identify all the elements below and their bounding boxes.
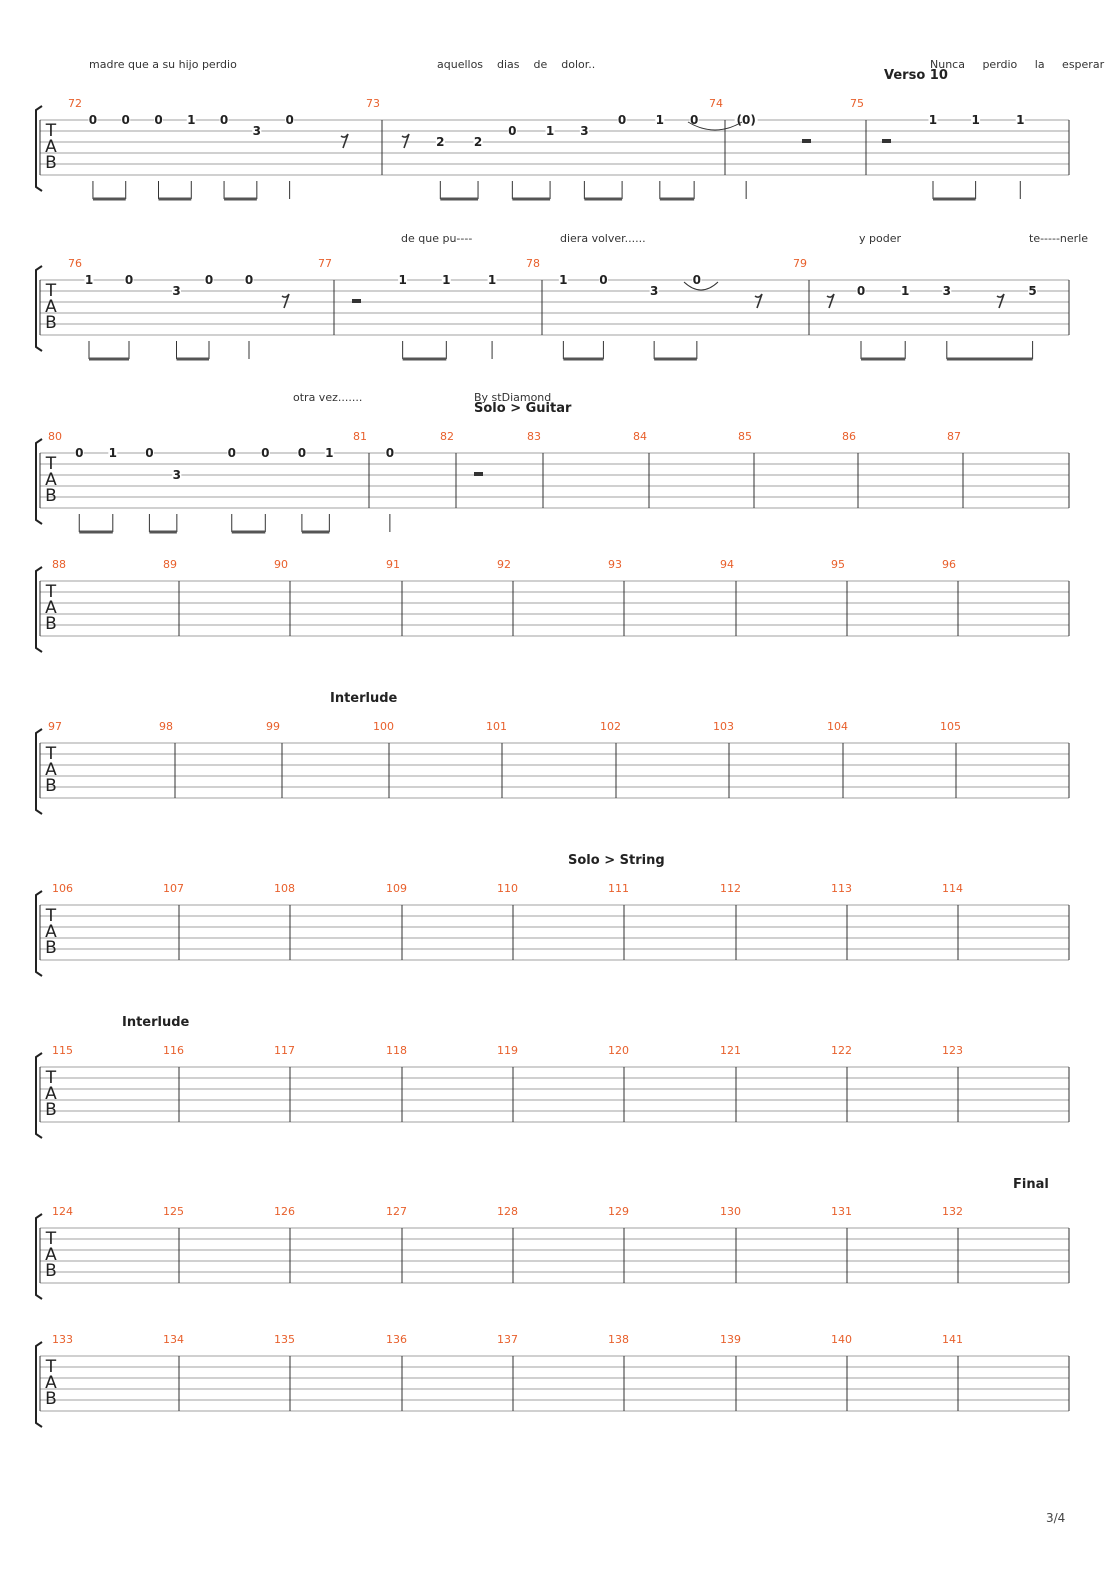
fret-number: 2 xyxy=(473,135,483,149)
fret-number: 3 xyxy=(580,124,589,138)
tab-clef-letter: T xyxy=(45,582,57,602)
fret-number: 0 xyxy=(856,284,866,298)
measure-number: 86 xyxy=(842,430,856,443)
measure-number: 128 xyxy=(497,1205,518,1218)
tab-clef-letter: T xyxy=(45,1229,57,1249)
measure-number: 106 xyxy=(52,882,73,895)
measure-number: 124 xyxy=(52,1205,73,1218)
measure-number: 112 xyxy=(720,882,741,895)
measure-number: 89 xyxy=(163,558,177,571)
measure-number: 130 xyxy=(720,1205,741,1218)
tab-clef-letter: A xyxy=(45,1084,57,1104)
tab-clef-letter: B xyxy=(45,938,57,958)
measure-number: 101 xyxy=(486,720,507,733)
fret-number: 0 xyxy=(385,446,395,460)
fret-number: 1 xyxy=(108,446,117,460)
tab-clef-letter: B xyxy=(45,614,57,634)
fret-number: 0 xyxy=(121,113,130,127)
fret-number: 0 xyxy=(88,113,98,127)
measure-number: 88 xyxy=(52,558,66,571)
tab-clef-letter: T xyxy=(45,121,57,141)
measure-number: 94 xyxy=(720,558,734,571)
fret-number: 1 xyxy=(928,113,938,127)
tab-clef-letter: B xyxy=(45,1389,57,1409)
measure-number: 91 xyxy=(386,558,400,571)
fret-number: 0 xyxy=(75,446,84,460)
fret-number: 1 xyxy=(442,273,451,287)
lyric-text: Nunca perdio la esperar xyxy=(930,58,1105,71)
measure-number: 75 xyxy=(850,97,864,110)
measure-number: 129 xyxy=(608,1205,629,1218)
tab-clef-letter: B xyxy=(45,1261,57,1281)
fret-number: 3 xyxy=(172,284,181,298)
fret-number: 0 xyxy=(692,273,702,287)
fret-number: 1 xyxy=(1016,113,1025,127)
system-bracket xyxy=(36,567,42,652)
tab-clef-letter: B xyxy=(45,1100,57,1120)
tab-clef-letter: A xyxy=(45,598,57,618)
tab-clef-letter: A xyxy=(45,1245,57,1265)
measure-number: 107 xyxy=(163,882,184,895)
fret-number: 0 xyxy=(145,446,154,460)
section-title: Solo > Guitar xyxy=(474,401,572,416)
measure-number: 119 xyxy=(497,1044,518,1057)
measure-number: 90 xyxy=(274,558,288,571)
half-rest xyxy=(802,139,811,143)
fret-number: 0 xyxy=(508,124,517,138)
measure-number: 138 xyxy=(608,1333,629,1346)
measure-number: 120 xyxy=(608,1044,629,1057)
lyric-text: y poder xyxy=(859,232,901,245)
measure-number: 99 xyxy=(266,720,280,733)
system-bracket xyxy=(36,439,42,524)
measure-number: 85 xyxy=(738,430,752,443)
fret-number: 0 xyxy=(154,113,163,127)
fret-number: 0 xyxy=(689,113,699,127)
measure-number: 118 xyxy=(386,1044,407,1057)
measure-number: 103 xyxy=(713,720,734,733)
measure-number: 77 xyxy=(318,257,332,270)
fret-number: 3 xyxy=(172,468,182,482)
measure-number: 81 xyxy=(353,430,367,443)
measure-number: 114 xyxy=(942,882,963,895)
section-title: Final xyxy=(1013,1177,1049,1192)
measure-number: 113 xyxy=(831,882,852,895)
system-bracket xyxy=(36,729,42,814)
measure-number: 98 xyxy=(159,720,173,733)
fret-number: 1 xyxy=(901,284,910,298)
tab-clef-letter: B xyxy=(45,313,57,333)
fret-number: 3 xyxy=(942,284,951,298)
measure-number: 80 xyxy=(48,430,62,443)
section-title: Verso 10 xyxy=(884,68,948,83)
fret-number: 1 xyxy=(187,113,196,127)
tab-clef-letter: T xyxy=(45,906,57,926)
measure-number: 73 xyxy=(366,97,380,110)
measure-number: 109 xyxy=(386,882,407,895)
section-title: Solo > String xyxy=(568,853,665,868)
measure-number: 100 xyxy=(373,720,394,733)
tab-clef-letter: B xyxy=(45,153,57,173)
fret-number: 0 xyxy=(219,113,229,127)
tab-clef-letter: B xyxy=(45,776,57,796)
fret-number: 5 xyxy=(1028,284,1037,298)
eighth-rest xyxy=(402,134,409,148)
fret-number: 0 xyxy=(124,273,134,287)
measure-number: 133 xyxy=(52,1333,73,1346)
measure-number: 117 xyxy=(274,1044,295,1057)
fret-number: 1 xyxy=(545,124,555,138)
fret-number: 1 xyxy=(559,273,568,287)
section-title: Interlude xyxy=(330,691,398,706)
measure-number: 115 xyxy=(52,1044,73,1057)
measure-number: 110 xyxy=(497,882,518,895)
measure-number: 93 xyxy=(608,558,622,571)
measure-number: 137 xyxy=(497,1333,518,1346)
eighth-rest xyxy=(341,134,348,148)
fret-number: 0 xyxy=(617,113,627,127)
tab-clef-letter: T xyxy=(45,1068,57,1088)
measure-number: 92 xyxy=(497,558,511,571)
measure-number: 127 xyxy=(386,1205,407,1218)
system-bracket xyxy=(36,1214,42,1299)
measure-number: 111 xyxy=(608,882,629,895)
lyric-text: de que pu---- xyxy=(401,232,473,245)
measure-number: 108 xyxy=(274,882,295,895)
measure-number: 95 xyxy=(831,558,845,571)
measure-number: 139 xyxy=(720,1333,741,1346)
section-title: Interlude xyxy=(122,1015,190,1030)
measure-number: 131 xyxy=(831,1205,852,1218)
eighth-rest xyxy=(755,294,762,308)
fret-number: 0 xyxy=(227,446,236,460)
measure-number: 122 xyxy=(831,1044,852,1057)
measure-number: 104 xyxy=(827,720,848,733)
system-bracket xyxy=(36,1053,42,1138)
measure-number: 135 xyxy=(274,1333,295,1346)
measure-number: 125 xyxy=(163,1205,184,1218)
fret-number: 0 xyxy=(285,113,294,127)
measure-number: 97 xyxy=(48,720,62,733)
fret-number: 0 xyxy=(261,446,270,460)
measure-number: 116 xyxy=(163,1044,184,1057)
lyric-text: aquellos dias de dolor.. xyxy=(437,58,596,71)
tab-clef-letter: T xyxy=(45,281,57,301)
lyric-text: otra vez....... xyxy=(293,391,363,404)
fret-number: 0 xyxy=(244,273,254,287)
measure-number: 83 xyxy=(527,430,541,443)
tab-clef-letter: A xyxy=(45,922,57,942)
measure-number: 134 xyxy=(163,1333,184,1346)
measure-number: 102 xyxy=(600,720,621,733)
fret-number: 2 xyxy=(436,135,445,149)
measure-number: 140 xyxy=(831,1333,852,1346)
system-bracket xyxy=(36,106,42,191)
system-bracket xyxy=(36,266,42,351)
eighth-rest xyxy=(997,294,1004,308)
half-rest xyxy=(352,299,361,303)
tab-clef-letter: A xyxy=(45,137,57,157)
measure-number: 79 xyxy=(793,257,807,270)
lyric-text: madre que a su hijo perdio xyxy=(89,58,237,71)
measure-number: 78 xyxy=(526,257,540,270)
fret-number: 1 xyxy=(487,273,497,287)
tab-clef-letter: A xyxy=(45,297,57,317)
fret-number: 1 xyxy=(655,113,665,127)
lyric-text: te-----nerle xyxy=(1029,232,1089,245)
measure-number: 126 xyxy=(274,1205,295,1218)
fret-number: 1 xyxy=(398,273,407,287)
tab-clef-letter: B xyxy=(45,486,57,506)
measure-number: 72 xyxy=(68,97,82,110)
measure-number: 74 xyxy=(709,97,723,110)
measure-number: 105 xyxy=(940,720,961,733)
tab-clef-letter: A xyxy=(45,760,57,780)
measure-number: 141 xyxy=(942,1333,963,1346)
fret-number: (0) xyxy=(736,113,756,127)
measure-number: 132 xyxy=(942,1205,963,1218)
tab-clef-letter: T xyxy=(45,744,57,764)
fret-number: 1 xyxy=(971,113,980,127)
eighth-rest xyxy=(827,294,834,308)
half-rest xyxy=(474,472,483,476)
measure-number: 136 xyxy=(386,1333,407,1346)
tab-clef-letter: A xyxy=(45,1373,57,1393)
fret-number: 1 xyxy=(325,446,334,460)
eighth-rest xyxy=(282,294,289,308)
system-bracket xyxy=(36,1342,42,1427)
credit-text: By stDiamond xyxy=(474,391,552,404)
fret-number: 3 xyxy=(252,124,262,138)
half-rest xyxy=(882,139,891,143)
measure-number: 87 xyxy=(947,430,961,443)
fret-number: 0 xyxy=(297,446,307,460)
system-bracket xyxy=(36,891,42,976)
measure-number: 84 xyxy=(633,430,647,443)
measure-number: 123 xyxy=(942,1044,963,1057)
measure-number: 121 xyxy=(720,1044,741,1057)
fret-number: 1 xyxy=(84,273,94,287)
tab-clef-letter: A xyxy=(45,470,57,490)
page-number: 3/4 xyxy=(1046,1511,1066,1525)
tab-clef-letter: T xyxy=(45,454,57,474)
fret-number: 0 xyxy=(599,273,608,287)
fret-number: 3 xyxy=(649,284,659,298)
measure-number: 82 xyxy=(440,430,454,443)
measure-number: 96 xyxy=(942,558,956,571)
lyric-text: diera volver...... xyxy=(560,232,646,245)
fret-number: 0 xyxy=(204,273,214,287)
measure-number: 76 xyxy=(68,257,82,270)
tab-clef-letter: T xyxy=(45,1357,57,1377)
